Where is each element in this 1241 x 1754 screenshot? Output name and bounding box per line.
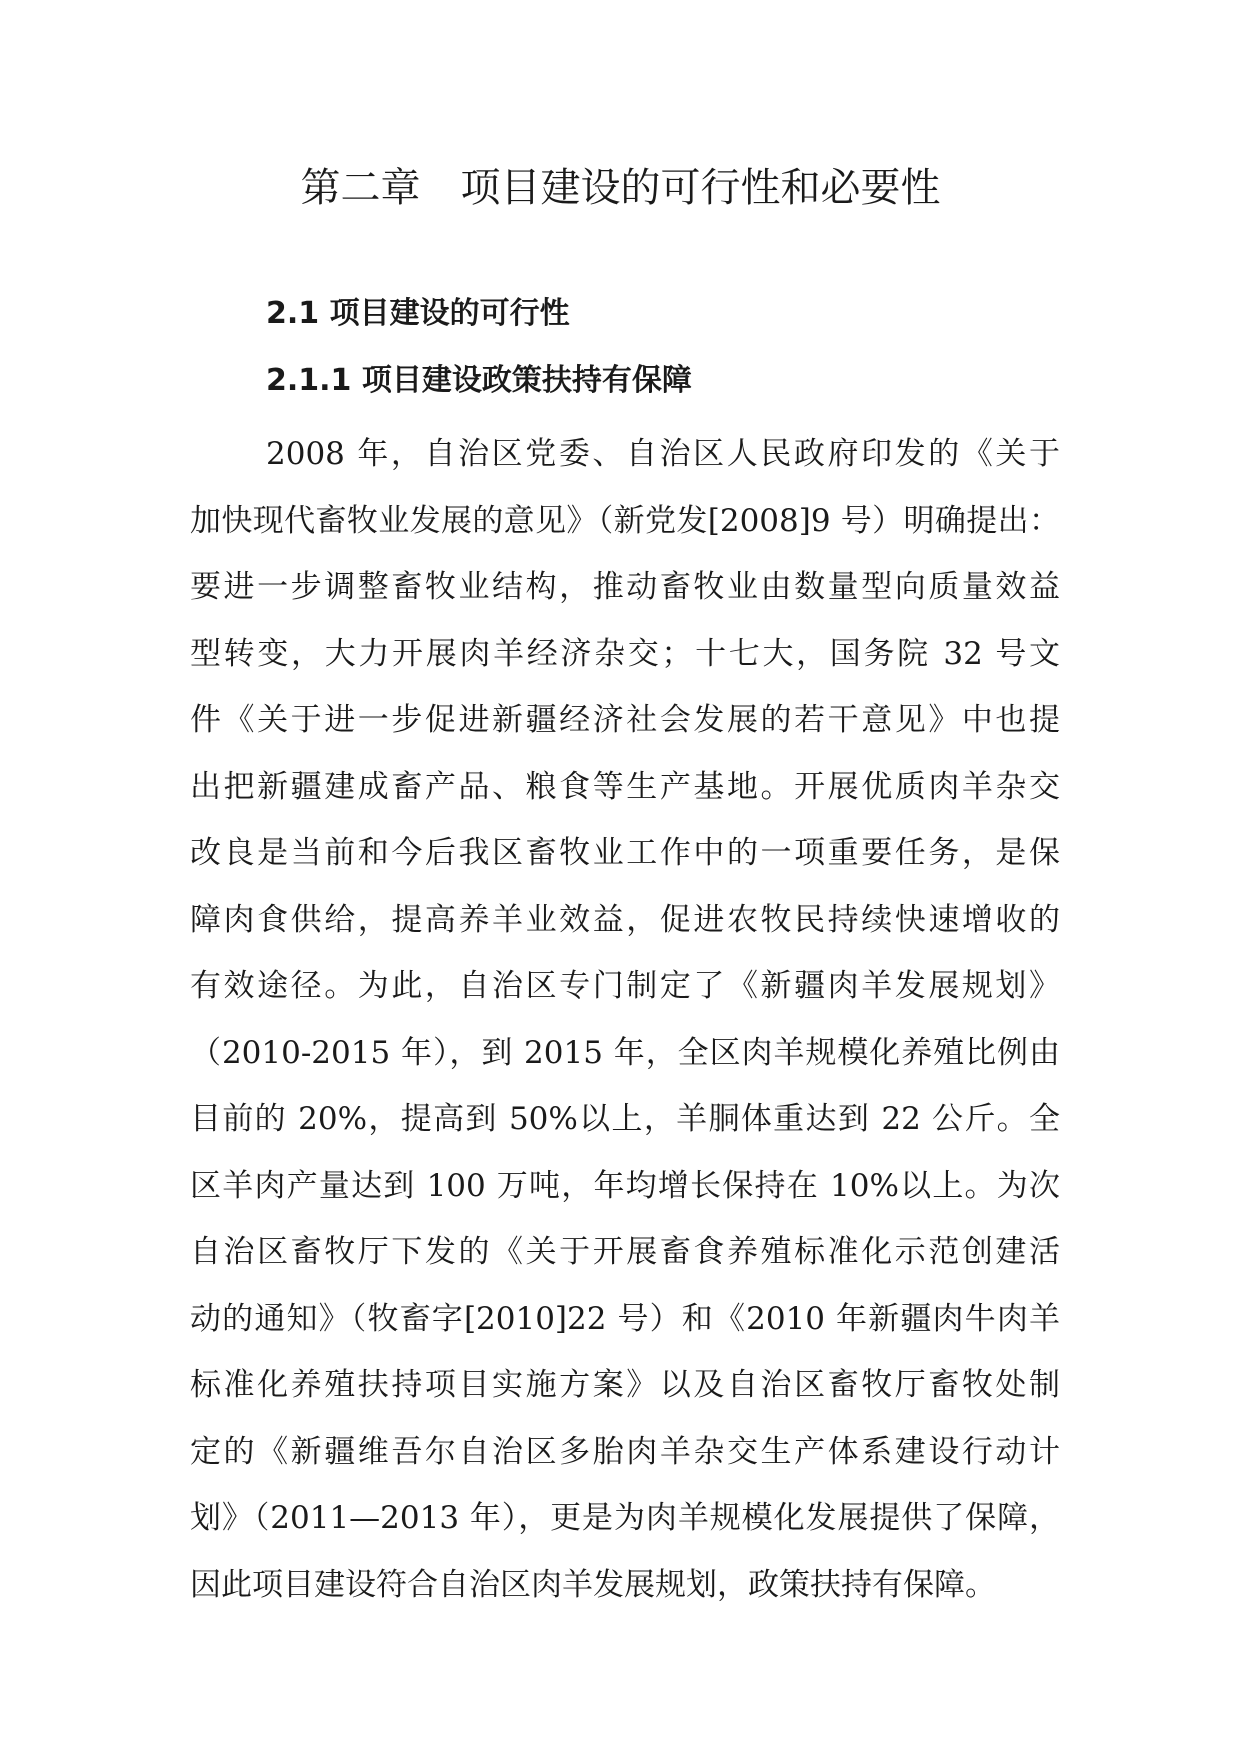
paragraph-line: 目前的 20%，提高到 50%以上，羊胴体重达到 22 公斤。全	[190, 1101, 1060, 1137]
paragraph-line: 动的通知》（牧畜字[2010]22 号）和《2010 年新疆肉牛肉羊	[190, 1300, 1060, 1337]
paragraph-line: 出把新疆建成畜产品、粮食等生产基地。开展优质肉羊杂交	[190, 768, 1060, 805]
paragraph-line: 型转变，大力开展肉羊经济杂交；十七大，国务院 32 号文	[190, 635, 1060, 672]
section-heading: 2.1 项目建设的可行性	[266, 296, 570, 331]
paragraph-line: 有效途径。为此，自治区专门制定了《新疆肉羊发展规划》	[190, 968, 1060, 1004]
paragraph-line: 因此项目建设符合自治区肉羊发展规划，政策扶持有保障。	[190, 1566, 996, 1603]
paragraph-line: 改良是当前和今后我区畜牧业工作中的一项重要任务，是保	[190, 835, 1060, 871]
body-paragraph	[190, 421, 1060, 1618]
paragraph-line: 障肉食供给，提高养羊业效益，促进农牧民持续快速增收的	[190, 901, 1060, 938]
paragraph-line: 件《关于进一步促进新疆经济社会发展的若干意见》中也提	[190, 702, 1060, 738]
paragraph-line: 自治区畜牧厅下发的《关于开展畜食养殖标准化示范创建活	[190, 1234, 1060, 1270]
paragraph-line: 要进一步调整畜牧业结构，推动畜牧业由数量型向质量效益	[190, 569, 1060, 605]
paragraph-line: （2010-2015 年），到 2015 年，全区肉羊规模化养殖比例由	[190, 1034, 1060, 1071]
chapter-title: 第二章 项目建设的可行性和必要性	[300, 165, 941, 211]
subsection-heading: 2.1.1 项目建设政策扶持有保障	[266, 363, 692, 398]
paragraph-line: 划》（2011—2013 年），更是为肉羊规模化发展提供了保障，	[190, 1500, 1060, 1536]
paragraph-line: 2008 年，自治区党委、自治区人民政府印发的《关于	[266, 436, 1060, 472]
paragraph-line: 标准化养殖扶持项目实施方案》以及自治区畜牧厅畜牧处制	[190, 1367, 1060, 1403]
paragraph-line: 定的《新疆维吾尔自治区多胎肉羊杂交生产体系建设行动计	[190, 1433, 1060, 1470]
paragraph-line: 区羊肉产量达到 100 万吨，年均增长保持在 10%以上。为次	[190, 1167, 1060, 1204]
paragraph-line: 加快现代畜牧业发展的意见》（新党发[2008]9 号）明确提出：	[190, 502, 1060, 539]
